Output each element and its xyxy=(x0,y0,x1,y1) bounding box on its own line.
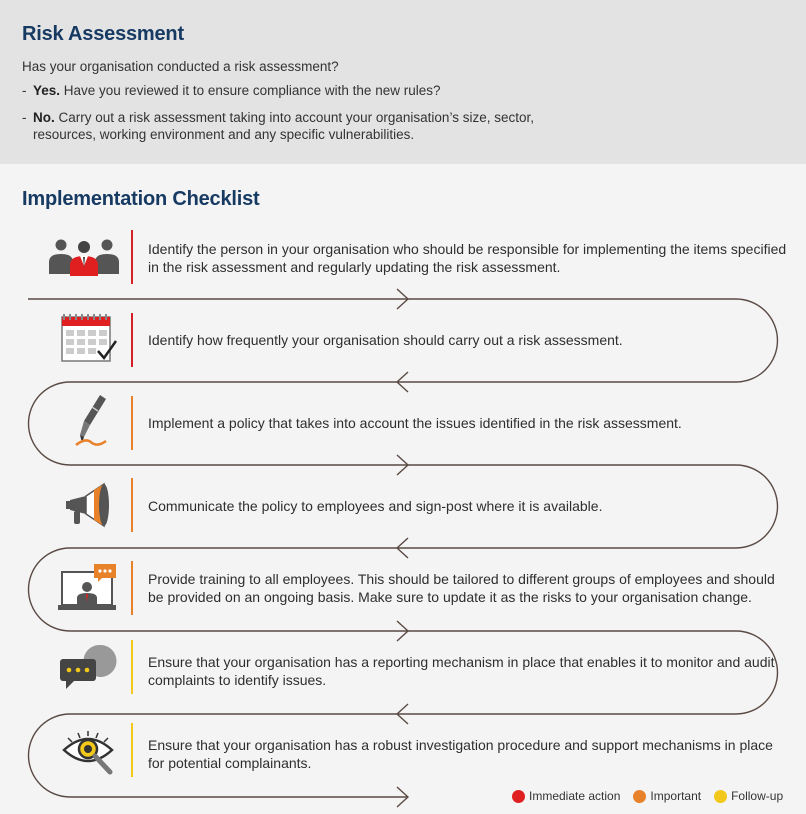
step-6-text: Ensure that your organisation has a reporting mechanism in place that enables it to monitor and audit complaints to identify issues. xyxy=(148,654,775,688)
legend-label: Follow-up xyxy=(731,789,784,803)
implementation-checklist-title: Implementation Checklist xyxy=(22,188,260,210)
step-3-text: Implement a policy that takes into account the issues identified in the risk assessment. xyxy=(148,415,682,431)
priority-bar-immediate xyxy=(131,313,133,367)
bullet-dash: - xyxy=(22,110,27,125)
step-5-text: Provide training to all employees. This should be tailored to different groups of employees and should be provided on an ongoing basis. Make sure to update it as the risks to your organisation change. xyxy=(148,571,775,605)
speech-bubbles-icon xyxy=(58,643,118,693)
legend-label: Immediate action xyxy=(529,789,621,803)
yellow-dot-icon xyxy=(714,790,727,803)
legend-item-followup xyxy=(714,789,783,803)
priority-legend xyxy=(512,789,783,803)
priority-bar-important xyxy=(131,561,133,615)
fountain-pen-icon xyxy=(70,393,110,451)
priority-bar-followup xyxy=(131,640,133,694)
eye-magnifier-icon xyxy=(62,730,120,776)
answer-text: Have you reviewed it to ensure compliance with the new rules? xyxy=(60,83,441,98)
answer-text: Carry out a risk assessment taking into account your organisation’s size, sector, resources, working environment and any specific vulnerabilities. xyxy=(33,110,534,142)
orange-dot-icon xyxy=(633,790,646,803)
step-4-text: Communicate the policy to employees and sign-post where it is available. xyxy=(148,498,603,514)
legend-item-immediate xyxy=(512,789,620,803)
legend-label: Important xyxy=(650,789,702,803)
calendar-icon xyxy=(60,313,118,365)
video-training-icon xyxy=(58,562,120,612)
risk-question: Has your organisation conducted a risk assessment? xyxy=(22,59,339,74)
legend-item-important xyxy=(633,789,701,803)
answer-label: No. xyxy=(33,110,55,125)
bullet-dash: - xyxy=(22,83,27,98)
priority-bar-important xyxy=(131,478,133,532)
step-1-text: Identify the person in your organisation who should be responsible for implementing the items specified in the risk assessment and regularly updating the risk assessment. xyxy=(148,241,787,275)
step-2-text: Identify how frequently your organisation should carry out a risk assessment. xyxy=(148,332,623,348)
priority-bar-immediate xyxy=(131,230,133,284)
red-dot-icon xyxy=(512,790,525,803)
people-group-icon xyxy=(46,236,122,278)
risk-assessment-title: Risk Assessment xyxy=(22,23,184,45)
answer-label: Yes. xyxy=(33,83,61,98)
priority-bar-followup xyxy=(131,723,133,777)
step-7-text: Ensure that your organisation has a robust investigation procedure and support mechanisms in place for potential complainants. xyxy=(148,737,773,771)
megaphone-icon xyxy=(64,480,114,530)
priority-bar-important xyxy=(131,396,133,450)
